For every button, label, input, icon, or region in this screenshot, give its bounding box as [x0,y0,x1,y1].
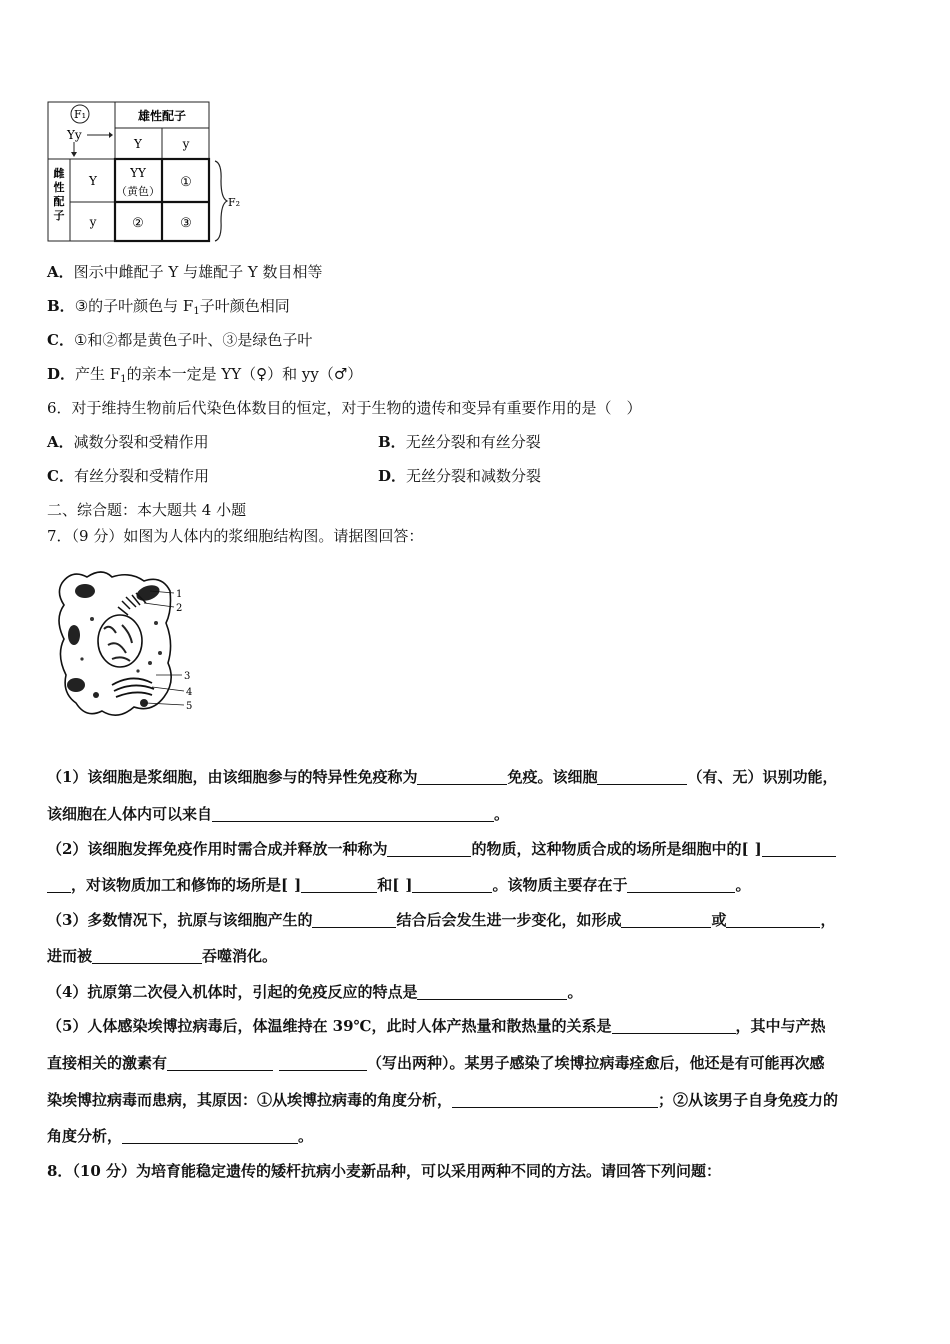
text: （1）该细胞是浆细胞，由该细胞参与的特异性免疫称为 [47,768,418,786]
female-gametes-header-1: 雌 [53,167,65,180]
option-letter: A． [47,263,74,281]
female-gamete-1: Y [89,174,97,188]
answer-blank[interactable] [312,911,396,928]
cell-yy-note: （黄色） [116,185,160,198]
figure-label-2: 2 [176,603,183,614]
female-gametes-header-3: 配 [53,195,65,208]
text: （2）该细胞发挥免疫作用时需合成并释放一种称为 [47,840,388,858]
answer-blank[interactable] [212,805,494,822]
figure-label-4: 4 [186,687,193,698]
subscript: 1 [120,374,127,385]
text: 的物质，这种物质合成的场所是细胞中的[ [471,840,749,858]
q7-part2-line2 [47,875,750,895]
text: 和[ [377,876,400,894]
answer-blank[interactable] [279,1054,367,1071]
option-text: 图示中雌配子 Y 与雄配子 Y 数目相等 [73,263,323,281]
text: 角度分析， [47,1127,123,1145]
q7-part5-line1 [47,1016,826,1036]
option-text: 的亲本一定是 YY（♀）和 yy（♂） [126,365,363,383]
q7-part5-line4 [47,1126,313,1146]
q5-option-b [47,296,290,322]
q7-part2-line1 [47,839,836,859]
q6-option-d [378,466,541,486]
text: ；②从该男子自身免疫力的 [658,1091,839,1109]
text: 。 [567,983,583,1001]
option-letter: C． [47,331,74,349]
q7-part5-line3 [47,1090,838,1110]
answer-blank[interactable] [167,1054,273,1071]
text: ] [405,876,413,894]
cell-2: ② [132,216,144,231]
text: 吞噬消化。 [202,947,278,965]
text: ] [754,840,762,858]
male-gametes-header: 雄性配子 [137,109,187,123]
text: 染埃博拉病毒而患病，其原因：①从埃博拉病毒的角度分析， [47,1091,453,1109]
plasma-cell-figure [52,563,202,728]
text: ， [820,911,836,929]
text: （3）多数情况下，抗原与该细胞产生的 [47,911,313,929]
q8-stem: 8．（10 分）为培育能稳定遗传的矮杆抗病小麦新品种，可以采用两种不同的方法。请回答下列问题： [47,1162,722,1180]
text: ] [294,876,302,894]
cell-yy: YY [130,166,146,180]
text: 直接相关的激素有 [47,1054,168,1072]
text: 。 [298,1127,314,1145]
option-letter: D． [47,365,76,383]
male-gamete-2: y [182,137,190,151]
answer-blank[interactable] [47,876,71,893]
answer-blank[interactable] [122,1127,298,1144]
answer-blank[interactable] [627,876,735,893]
q7-part1-line2 [47,804,509,824]
f2-label: F₂ [228,196,241,209]
text: ，对该物质加工和修饰的场所是[ [71,876,289,894]
text: 或 [711,911,727,929]
answer-blank[interactable] [417,983,567,1000]
cell-3: ③ [180,216,192,231]
answer-blank[interactable] [762,840,836,857]
female-gamete-2: y [89,215,97,229]
option-letter: D． [378,467,407,485]
text: 进而被 [47,947,93,965]
q7-part4 [47,982,582,1002]
answer-blank[interactable] [412,876,492,893]
answer-blank[interactable] [612,1017,736,1034]
parent-genotype: Yy [67,128,82,142]
q7-part1-line1 [47,767,837,787]
q5-option-c [47,330,312,350]
q6-option-b [378,432,541,452]
option-letter: B． [47,297,75,315]
option-letter: C． [47,467,74,485]
q5-option-d [47,364,362,390]
text: 该细胞在人体内可以来自 [47,805,213,823]
option-text: 产生 F [75,365,121,383]
text: 。 [494,805,510,823]
text: ，其中与产热 [735,1017,826,1035]
female-gametes-header-4: 子 [53,209,65,222]
option-text: ③的子叶颜色与 F [74,297,194,315]
answer-blank[interactable] [726,911,820,928]
option-letter: A． [47,433,74,451]
female-gametes-header-2: 性 [53,181,65,194]
subscript: 1 [193,306,200,317]
text: 结合后会发生进一步变化，如形成 [396,911,622,929]
q6-option-a [47,432,209,452]
option-text: 无丝分裂和减数分裂 [406,467,542,485]
answer-blank[interactable] [452,1091,658,1108]
section-title: 二、综合题：本大题共 4 小题 [47,501,247,519]
text: 。该物质主要存在于 [492,876,628,894]
text: （写出两种）。某男子感染了埃博拉病毒痊愈后，他还是有可能再次感 [367,1054,825,1072]
answer-blank[interactable] [621,911,711,928]
f1-label: F₁ [73,108,87,121]
q7-part3-line2 [47,946,277,966]
punnett-square-figure [47,101,247,246]
q6-stem: 6．对于维持生物前后代染色体数目的恒定，对于生物的遗传和变异有重要作用的是（ ） [47,399,642,417]
text: （5）人体感染埃博拉病毒后，体温维持在 39℃，此时人体产热量和散热量的关系是 [47,1017,612,1035]
option-text: ①和②都是黄色子叶、③是绿色子叶 [73,331,313,349]
answer-blank[interactable] [387,840,471,857]
text: 。 [735,876,751,894]
q5-option-a [47,262,323,282]
figure-label-5: 5 [186,701,193,712]
option-letter: B． [378,433,406,451]
answer-blank[interactable] [417,768,507,785]
q7-part5-line2 [47,1053,825,1073]
male-gamete-1: Y [134,137,142,151]
figure-label-1: 1 [176,589,183,600]
q6-option-c [47,466,209,486]
cell-1: ① [180,175,192,190]
text: （4）抗原第二次侵入机体时，引起的免疫反应的特点是 [47,983,418,1001]
option-text: 无丝分裂和有丝分裂 [405,433,541,451]
text: 免疫。该细胞 [507,768,598,786]
q7-stem: 7．（9 分）如图为人体内的浆细胞结构图。请据图回答： [47,527,424,545]
option-text: 有丝分裂和受精作用 [73,467,209,485]
answer-blank[interactable] [597,768,687,785]
text: （有、无）识别功能， [687,768,838,786]
answer-blank[interactable] [301,876,377,893]
option-text: 减数分裂和受精作用 [73,433,209,451]
option-text: 子叶颜色相同 [199,297,290,315]
q7-part3-line1 [47,910,836,930]
answer-blank[interactable] [92,947,202,964]
figure-label-3: 3 [184,671,191,682]
